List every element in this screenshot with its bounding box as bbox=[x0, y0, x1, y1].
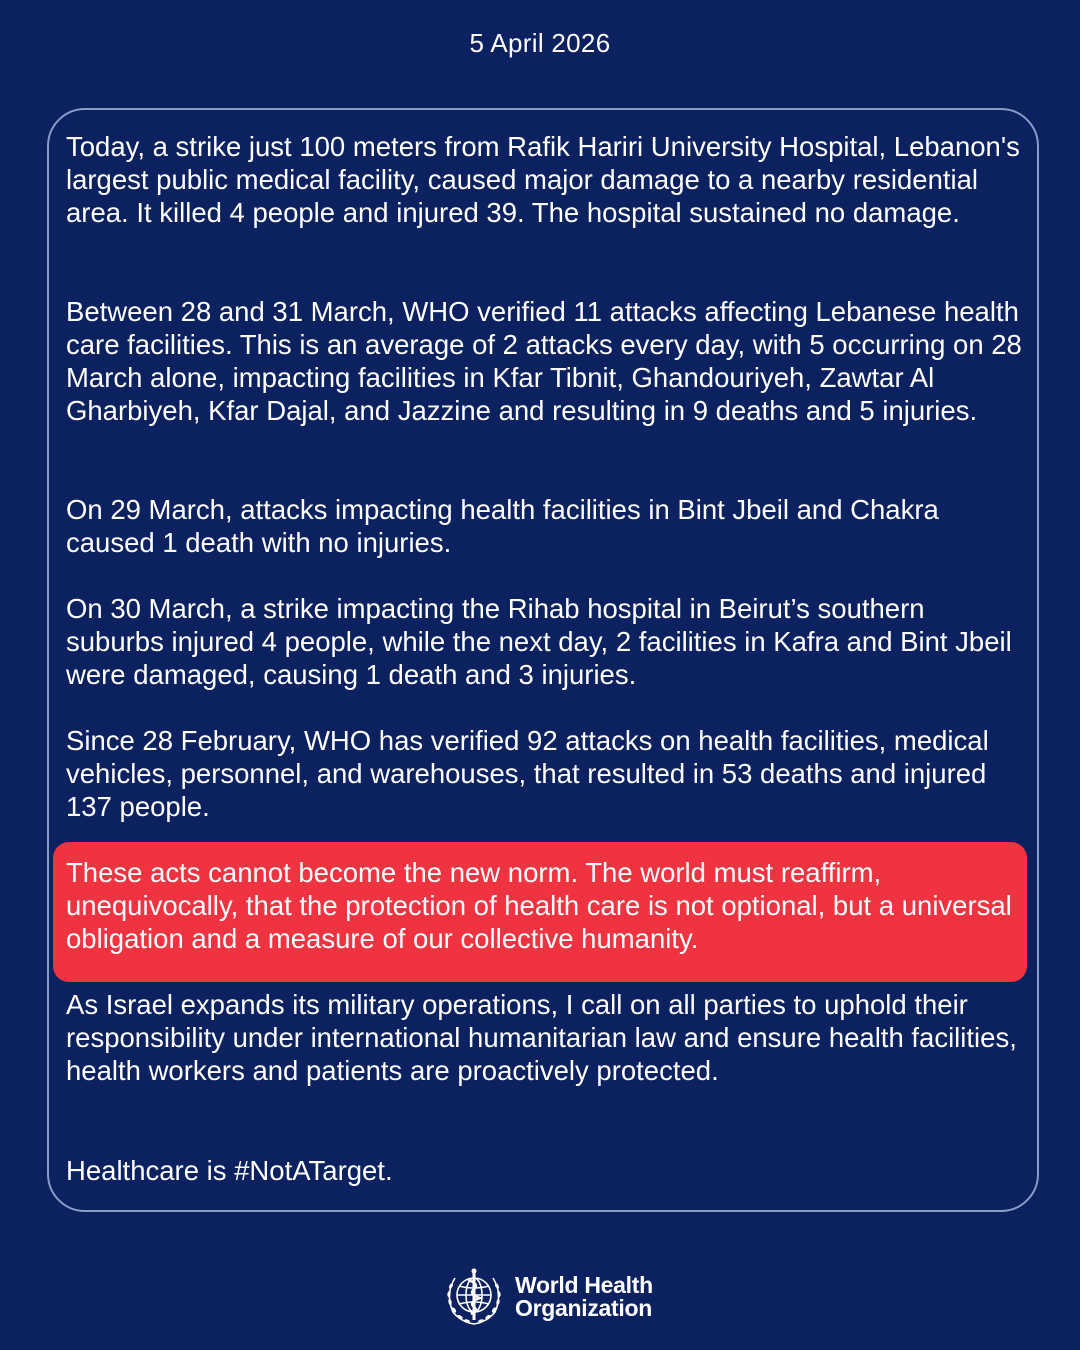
paragraph-since-february: Since 28 February, WHO has verified 92 attacks on health facilities, medical vehicles, personnel, and warehouses, that resulted in 53 deaths and injured 137 people. bbox=[66, 725, 989, 822]
paragraph-march-attacks: Between 28 and 31 March, WHO verified 11 attacks affecting Lebanese health care facilities. This is an average of 2 attacks every day, with 5 occurring on 28 March alone, impacting facilities in Kfar Tibnit, Ghandouriyeh, Zawtar Al Gharbiyeh, Kfar Dajal, and Jazzine and resulting in 9 deaths and 5 injuries. bbox=[66, 296, 1022, 426]
paragraph-hospital-strike: Today, a strike just 100 meters from Rafik Hariri University Hospital, Lebanon's largest public medical facility, caused major damage to a nearby residential area. It killed 4 people and injured 39. The hospital sustained no damage. bbox=[66, 131, 1020, 228]
logo-line-1: World Health bbox=[515, 1272, 653, 1298]
who-logo-text bbox=[515, 1274, 653, 1320]
paragraph-29-march: On 29 March, attacks impacting health facilities in Bint Jbeil and Chakra caused 1 death with no injuries. bbox=[66, 494, 939, 558]
paragraph-hashtag: Healthcare is #NotATarget. bbox=[66, 1155, 393, 1186]
logo-line-2: Organization bbox=[515, 1295, 652, 1321]
who-emblem-icon bbox=[441, 1264, 507, 1330]
who-logo bbox=[441, 1264, 653, 1330]
paragraph-call-to-action: As Israel expands its military operations, I call on all parties to uphold their responsibility under international humanitarian law and ensure health facilities, health workers and patients are proactively protected. bbox=[66, 989, 1017, 1086]
highlight-text: These acts cannot become the new norm. The world must reaffirm, unequivocally, that the protection of health care is not optional, but a universal obligation and a measure of our collective humanity. bbox=[66, 857, 1012, 954]
post-date: 5 April 2026 bbox=[469, 28, 611, 58]
paragraph-30-march: On 30 March, a strike impacting the Rihab hospital in Beirut’s southern suburbs injured 4 people, while the next day, 2 facilities in Kafra and Bint Jbeil were damaged, causing 1 death and 3 injuries. bbox=[66, 593, 1012, 690]
